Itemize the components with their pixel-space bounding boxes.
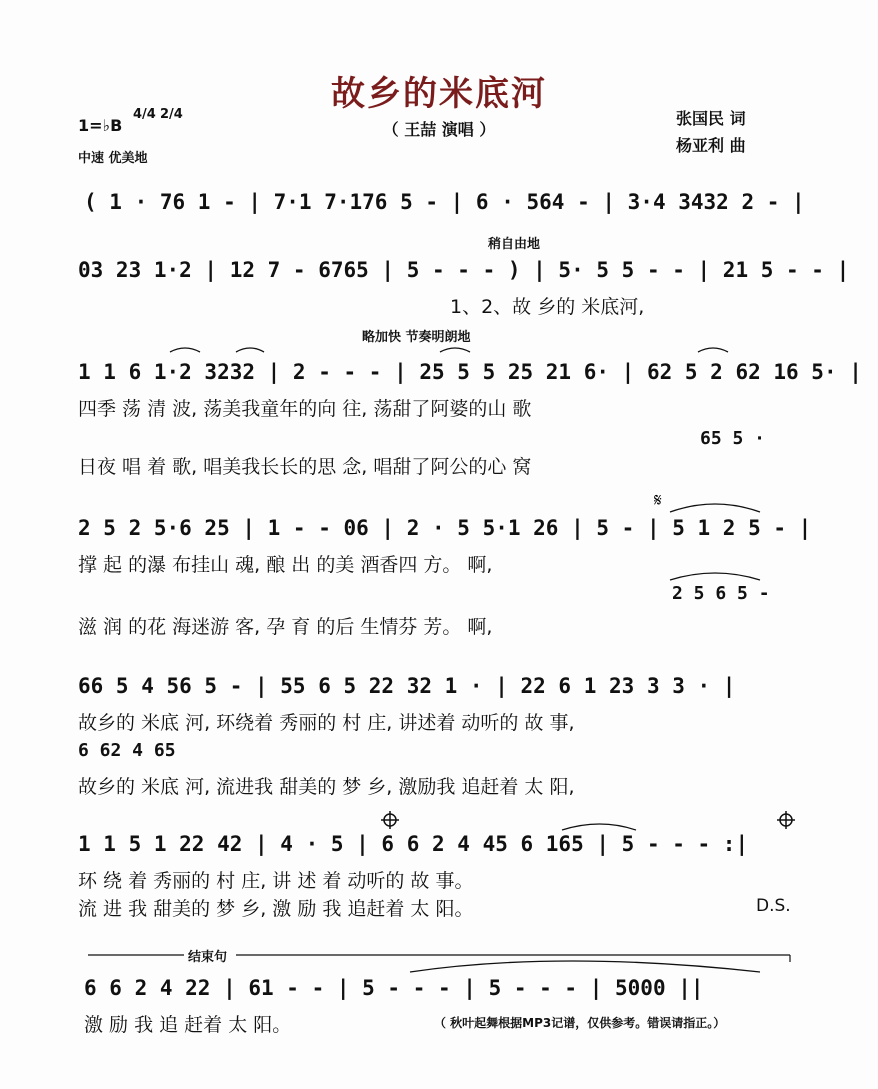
notation-row-7: 6 6 2 4 22 | 61 - - | 5 - - - | 5 - - - | 5000 ||	[84, 976, 704, 1000]
lyric-row-6-verse-2: 流 进 我 甜美的 梦 乡, 激 励 我 追赶着 太 阳。	[78, 898, 474, 920]
lyric-row-5-verse-2: 故乡的 米底 河, 流进我 甜美的 梦 乡, 激励我 追赶着 太 阳,	[78, 776, 575, 798]
notation-row-4: 2 5 2 5·6 25 | 1 - - 06 | 2 · 5 5·1 26 | 5 - | 5 1 2 5 - |	[78, 516, 812, 540]
time-signature-2: 2/4	[160, 107, 183, 122]
song-title: 故乡的米底河	[331, 74, 547, 114]
hint-ending: 结束句	[188, 950, 228, 965]
lyric-row-7: 激 励 我 追 赶着 太 阳。	[84, 1014, 292, 1036]
lyricist-credit: 张国民 词	[676, 109, 746, 128]
variant-notes-row-3: 65 5 ·	[700, 428, 766, 449]
coda-icon	[381, 811, 795, 829]
lyric-row-6-verse-1: 环 绕 着 秀丽的 村 庄, 讲 述 着 动听的 故 事。	[78, 870, 474, 892]
lyric-row-3-verse-1: 四季 荡 清 波, 荡美我童年的向 往, 荡甜了阿婆的山 歌	[78, 398, 532, 420]
dal-segno-mark: D.S.	[756, 896, 791, 916]
hint-faster: 略加快 节奏明朗地	[362, 330, 471, 345]
time-signature-1: 4/4	[133, 107, 156, 122]
lyric-row-4-verse-2: 滋 润 的花 海迷游 客, 孕 育 的后 生情芬 芳。 啊,	[78, 616, 493, 638]
lyric-row-4-verse-1: 撑 起 的瀑 布挂山 魂, 酿 出 的美 酒香四 方。 啊,	[78, 554, 493, 576]
notation-row-1: ( 1 · 76 1 - | 7·1 7·176 5 - | 6 · 564 - | 3·4 3432 2 - |	[84, 190, 805, 214]
composer-credit: 杨亚利 曲	[676, 136, 746, 155]
performer-line: （ 王喆 演唱 ）	[382, 120, 496, 139]
notation-row-2: 03 23 1·2 | 12 7 - 6765 | 5 - - - ) | 5· 5 5 - - | 21 5 - - |	[78, 258, 850, 282]
notation-row-3: 1 1 6 1·2 3232 | 2 - - - | 25 5 5 25 21 6· | 62 5 2 62 16 5· |	[78, 360, 862, 384]
notation-row-5: 66 5 4 56 5 - | 55 6 5 22 32 1 · | 22 6 1 23 3 3 · |	[78, 674, 736, 698]
svg-text:𝄋: 𝄋	[654, 490, 662, 511]
lyric-row-3-verse-2: 日夜 唱 着 歌, 唱美我长长的思 念, 唱甜了阿公的心 窝	[78, 456, 532, 478]
variant-notes-row-5: 6 62 4 65	[78, 740, 176, 761]
tempo-marking: 中速 优美地	[78, 151, 148, 166]
slur-marks	[170, 348, 760, 972]
ending-bracket	[88, 955, 790, 962]
lyric-row-5-verse-1: 故乡的 米底 河, 环绕着 秀丽的 村 庄, 讲述着 动听的 故 事,	[78, 712, 575, 734]
transcription-footnote: （ 秋叶起舞根据MP3记谱，仅供参考。错误请指正。）	[434, 1016, 726, 1030]
notation-row-6: 1 1 5 1 22 42 | 4 · 5 | 6 6 2 4 45 6 165 | 5 - - - :|	[78, 832, 749, 856]
lyric-row-2: 1、2、故 乡的 米底河,	[450, 296, 645, 318]
variant-notes-row-4: 2 5 6 5 -	[672, 583, 770, 604]
hint-free: 稍自由地	[488, 237, 541, 252]
key-signature: 1=♭B	[78, 116, 123, 135]
segno-icon	[654, 490, 662, 511]
